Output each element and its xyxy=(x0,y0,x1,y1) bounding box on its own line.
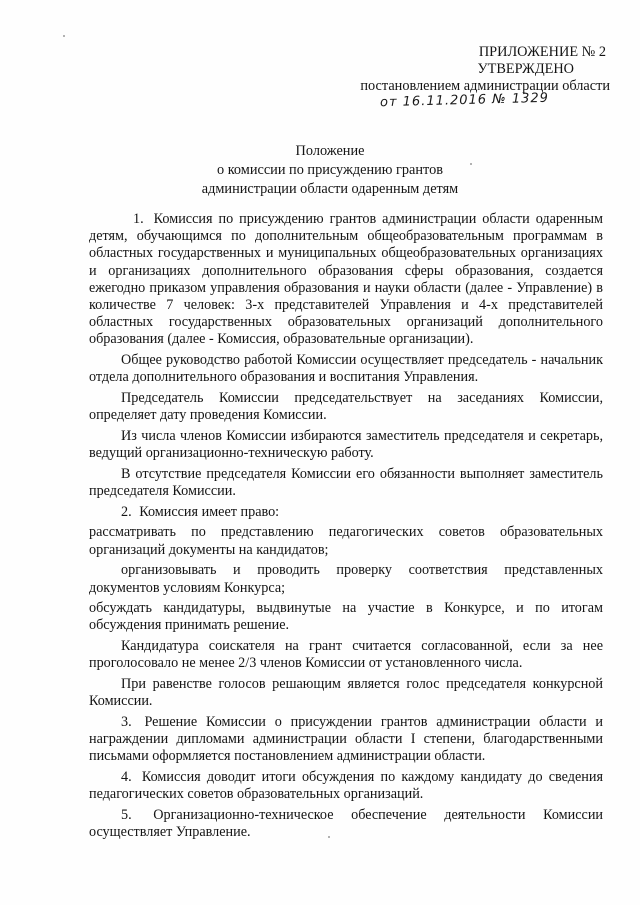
paragraph-text: Организационно-техническое обеспечение деятельности Комиссии осуществляет Управление. xyxy=(89,807,604,841)
paragraph-text: обсуждать кандидатуры, выдвинутые на участие в Конкурсе, и по итогам обсуждения принимать решение. xyxy=(89,600,603,634)
approval-block xyxy=(360,44,610,95)
paragraph-1 xyxy=(89,211,603,349)
title-line-1: Положение xyxy=(295,143,365,159)
handwritten-date-text: от 16.11.2016 № 1329 xyxy=(379,90,550,111)
paragraph-text: рассматривать по представлению педагогических советов образовательных организаций документы на кандидатов; xyxy=(89,524,603,558)
paragraph-number: 1. xyxy=(133,211,144,227)
paragraph-text: Комиссия доводит итоги обсуждения по каждому кандидату до сведения педагогических советов образовательных организаций. xyxy=(89,769,603,803)
paragraph-4 xyxy=(89,769,603,803)
paragraph-tie xyxy=(89,676,603,710)
paragraph-5 xyxy=(89,807,603,841)
paragraph-3 xyxy=(89,714,603,766)
paragraph-number: 3. xyxy=(121,713,132,730)
paragraph-number: 4. xyxy=(121,769,132,786)
paragraph-text: организовывать и проводить проверку соответствия представленных документов условиям Конкурса; xyxy=(89,562,603,596)
paragraph-text: Комиссия по присуждению грантов администрации области одаренным детям, обучающимся по дополнительным общеобразовательным программам в областных государственных и муниципальных общеобразовательных организациях и организациях дополнительного образования сферы образования, создается ежегодно приказом управления образования и науки области (далее - Управление) в количестве 7 человек: 3-х представителей Управления и 4-х представителей областных государственных образовательных организаций дополнительного образования (далее - Комиссия, образовательные организации). xyxy=(89,211,603,348)
title-line-2: о комиссии по присуждению грантов xyxy=(216,162,444,178)
right-check xyxy=(89,562,603,596)
paragraph-absence xyxy=(89,466,603,500)
paragraph-vote xyxy=(89,638,603,672)
approved-label: УТВЕРЖДЕНО xyxy=(477,61,574,77)
paragraph-text: При равенстве голосов решающим является голос председателя конкурсной Комиссии. xyxy=(89,676,603,710)
document-title xyxy=(0,142,640,199)
paragraph-text: Решение Комиссии о присуждении грантов администрации области и награждении дипломами администрации области I степени, благодарственными письмами оформляется постановлением администрации области. xyxy=(89,713,603,765)
paragraph-text: Кандидатура соискателя на грант считается согласованной, если за нее проголосовало не менее 2/3 членов Комиссии от установленного числа. xyxy=(89,638,603,672)
document-body xyxy=(89,211,603,845)
title-line-3: администрации области одаренным детям xyxy=(201,181,459,197)
paragraph-text: Комиссия имеет право: xyxy=(139,503,280,520)
paragraph-deputy-secretary xyxy=(89,428,603,462)
handwritten-date xyxy=(380,91,549,110)
resolution-label: постановлением администрации области xyxy=(360,78,610,94)
paragraph-number: 2. xyxy=(121,503,132,520)
right-review xyxy=(89,524,603,558)
paragraph-text: В отсутствие председателя Комиссии его обязанности выполняет заместитель председателя Комиссии. xyxy=(89,465,603,500)
paragraph-chair xyxy=(89,352,603,386)
paragraph-2 xyxy=(89,504,603,521)
scan-speck xyxy=(63,35,65,37)
paragraph-number: 5. xyxy=(121,807,132,823)
paragraph-text: Из числа членов Комиссии избираются заместитель председателя и секретарь, ведущий организационно-техническую работу. xyxy=(89,427,603,462)
right-discuss xyxy=(89,600,603,634)
appendix-label: ПРИЛОЖЕНИЕ № 2 xyxy=(478,44,606,60)
paragraph-text: Председатель Комиссии председательствует на заседаниях Комиссии, определяет дату проведения Комиссии. xyxy=(89,390,603,424)
paragraph-text: Общее руководство работой Комиссии осуществляет председатель - начальник отдела дополнительного образования и воспитания Управления. xyxy=(89,352,603,386)
paragraph-chair-duties xyxy=(89,390,603,424)
scan-speck xyxy=(328,836,330,838)
scan-speck xyxy=(470,163,472,165)
